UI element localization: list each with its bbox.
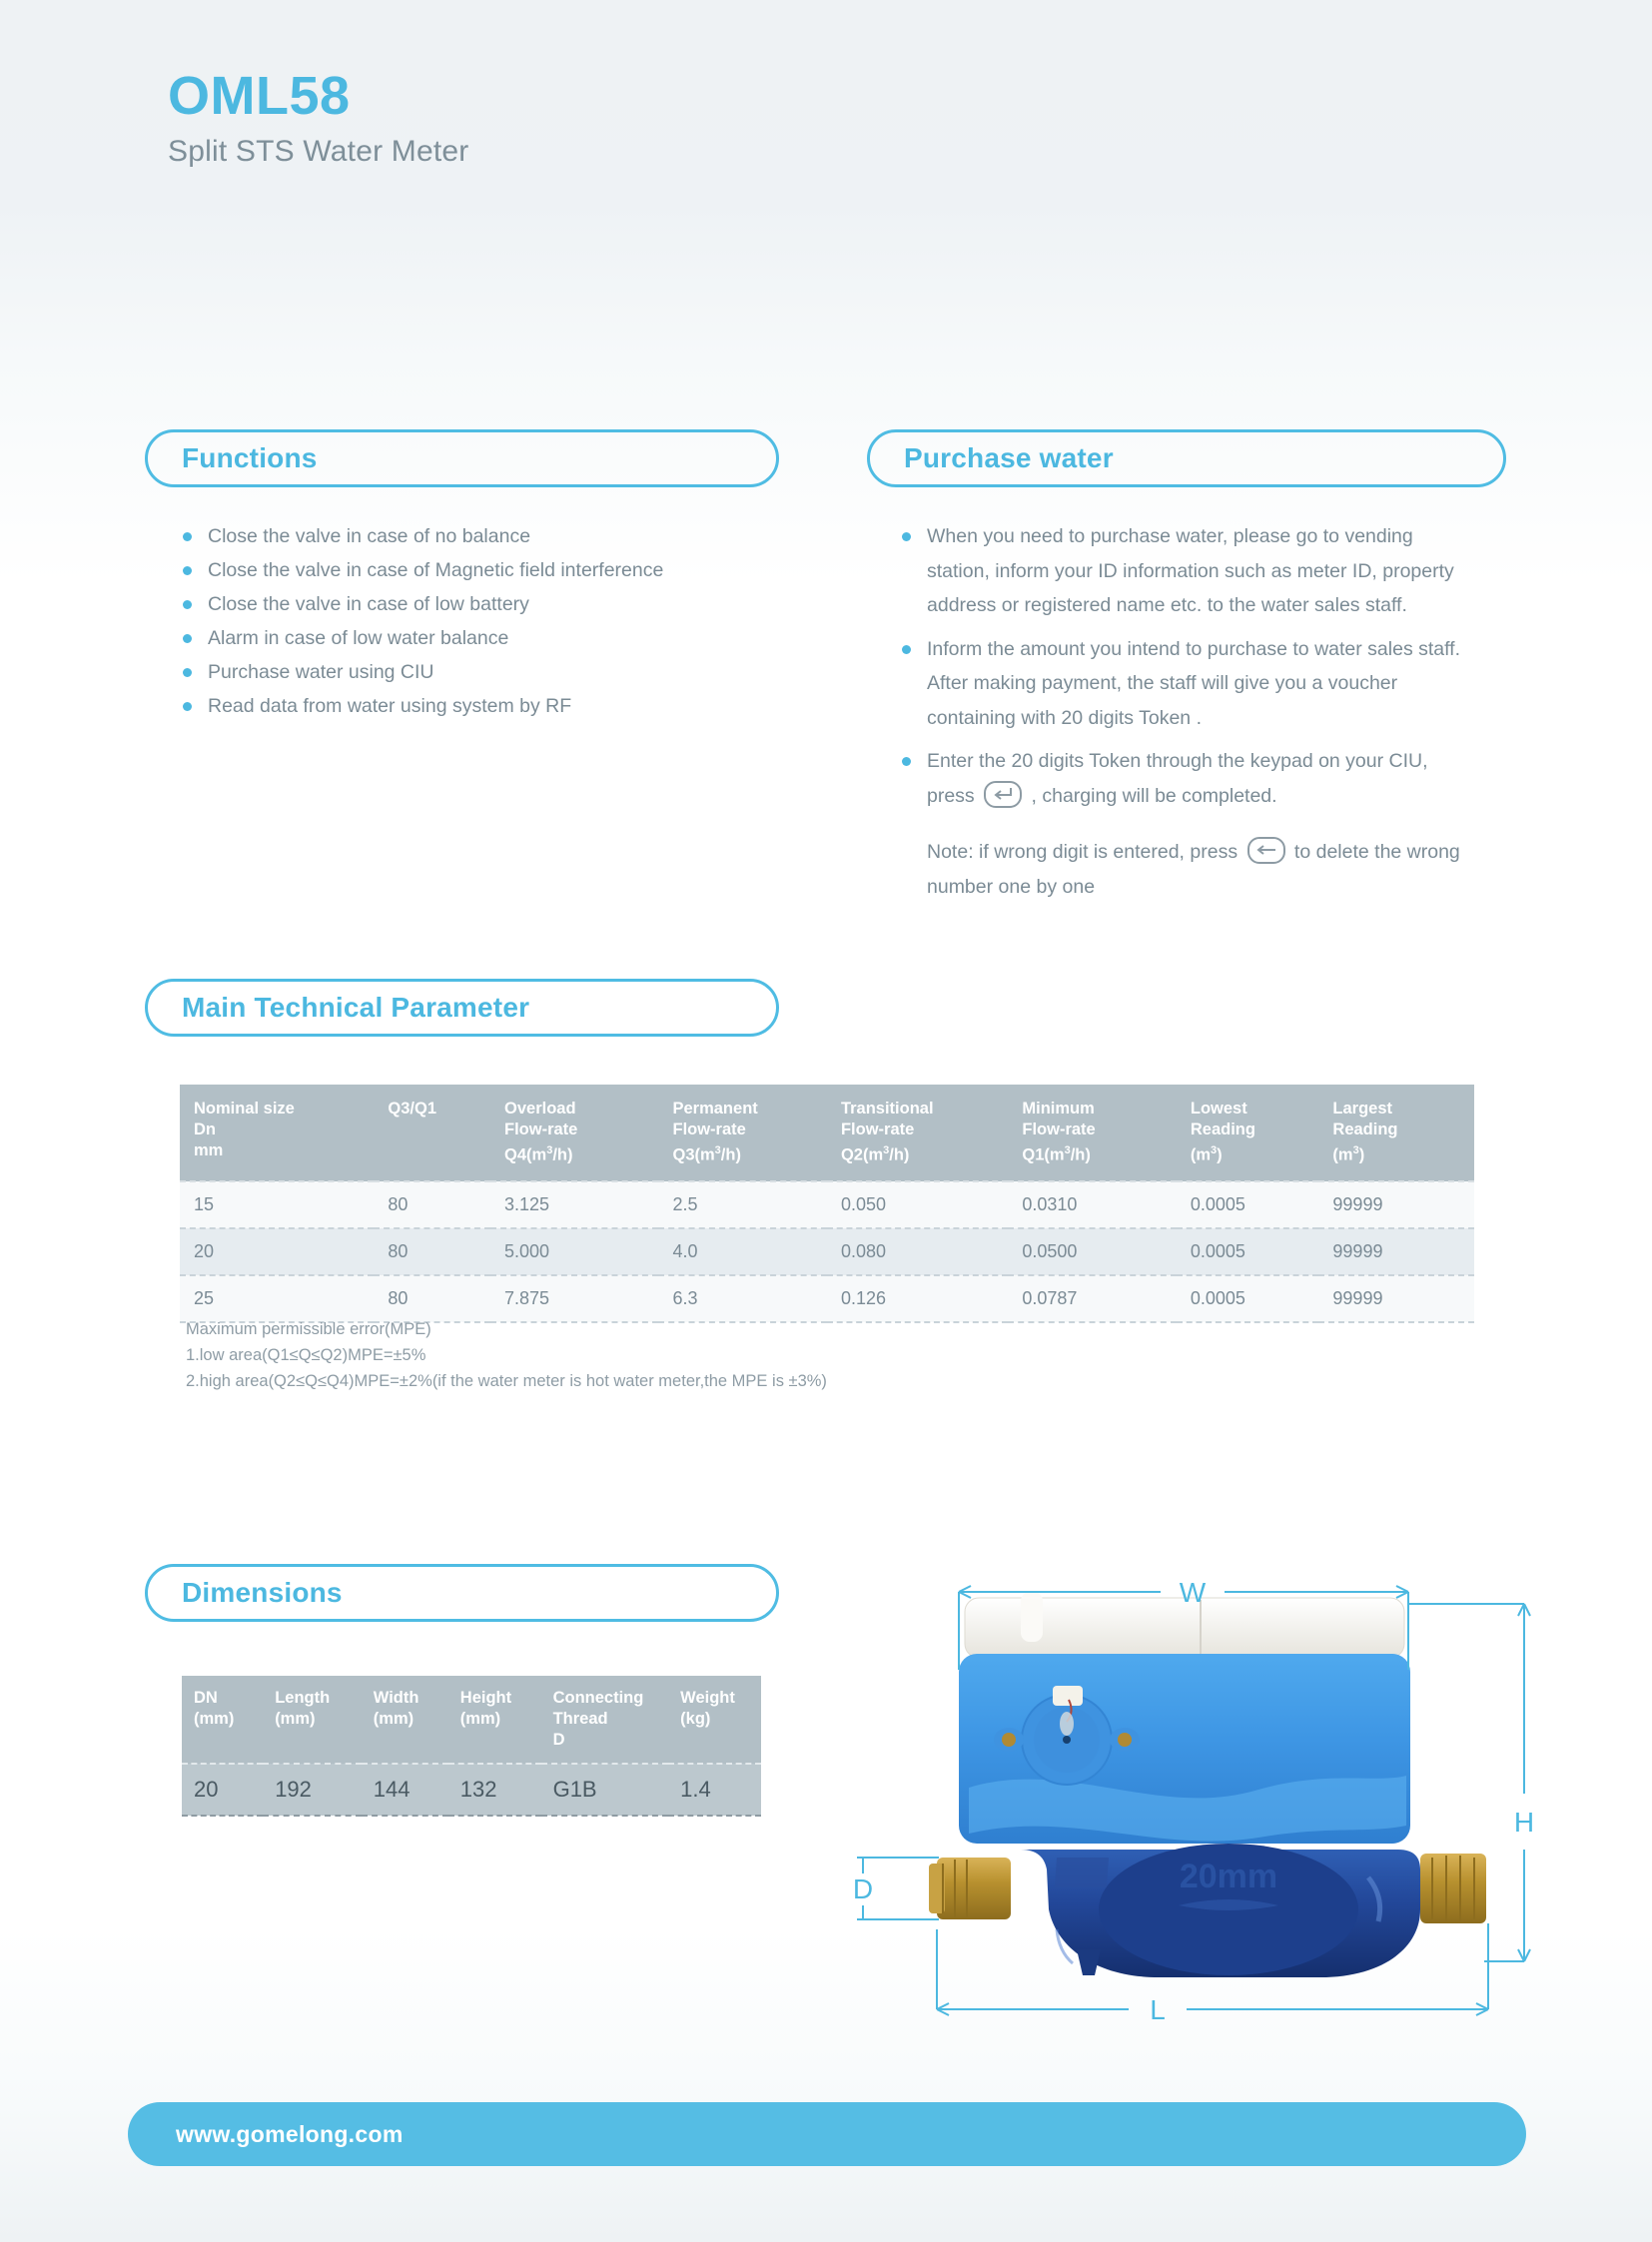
- function-item-3-label: Alarm in case of low water balance: [208, 627, 509, 649]
- page-subtitle: Split STS Water Meter: [168, 134, 469, 168]
- technical-cell-0-7: 99999: [1318, 1181, 1474, 1228]
- function-item-4: [180, 655, 779, 689]
- purchase-item-token: [899, 744, 1478, 813]
- bullet-dot-icon: [183, 600, 192, 609]
- technical-cell-1-6: 0.0005: [1177, 1228, 1319, 1275]
- dimensions-table-header-2: Width (mm): [362, 1676, 448, 1764]
- technical-cell-2-4: 0.126: [827, 1275, 1008, 1322]
- purchase-item-token-part1: Enter the 20 digits Token through the keypad on your CIU, press: [927, 750, 1428, 807]
- enter-key-icon: [984, 781, 1022, 808]
- mpe-note-1: 1.low area(Q1≤Q≤Q2)MPE=±5%: [186, 1346, 426, 1364]
- dimensions-cell-0-0: 20: [182, 1764, 263, 1816]
- bullet-dot-icon: [902, 532, 911, 541]
- function-item-0-label: Close the valve in case of no balance: [208, 525, 531, 547]
- purchase-water-list: [899, 519, 1478, 904]
- dimension-label-height: H: [1513, 1807, 1535, 1838]
- purchase-note: [899, 835, 1478, 904]
- technical-cell-0-2: 3.125: [490, 1181, 658, 1228]
- dimensions-table-header-row: [182, 1676, 761, 1764]
- page-header: [168, 68, 1067, 169]
- table-row: [180, 1228, 1474, 1275]
- technical-cell-0-3: 2.5: [658, 1181, 826, 1228]
- section-heading-functions-label: Functions: [182, 442, 318, 473]
- dimensions-cell-0-4: G1B: [541, 1764, 669, 1816]
- technical-cell-0-4: 0.050: [827, 1181, 1008, 1228]
- technical-table-header-5: Minimum Flow-rate $Q1(m^3/h)$: [1008, 1085, 1176, 1181]
- water-meter-illustration: [852, 1558, 1548, 2027]
- product-dimension-diagram: [852, 1558, 1548, 2027]
- section-heading-main-technical-parameter-label: Main Technical Parameter: [182, 992, 530, 1023]
- page-title: OML58: [168, 66, 351, 126]
- purchase-note-part1: Note: if wrong digit is entered, press: [927, 841, 1243, 863]
- technical-table-header-6: Lowest Reading $(m^3)$: [1177, 1085, 1319, 1181]
- section-heading-purchase-water-label: Purchase water: [904, 442, 1114, 473]
- footer-bar: [128, 2102, 1526, 2166]
- technical-cell-2-6: 0.0005: [1177, 1275, 1319, 1322]
- technical-cell-0-1: 80: [374, 1181, 490, 1228]
- dimensions-table-header-0: DN (mm): [182, 1676, 263, 1764]
- function-item-3: [180, 621, 779, 655]
- function-item-4-label: Purchase water using CIU: [208, 661, 434, 683]
- purchase-item-0: [899, 519, 1478, 623]
- purchase-item-1-label: Inform the amount you intend to purchase to water sales staff. After making payment, the staff will give you a voucher containing with 20 digits Token .: [927, 637, 1461, 729]
- technical-cell-1-7: 99999: [1318, 1228, 1474, 1275]
- dimensions-cell-0-2: 144: [362, 1764, 448, 1816]
- purchase-item-0-label: When you need to purchase water, please go to vending station, inform your ID information such as meter ID, property address or registered name etc. to the water sales staff.: [927, 525, 1454, 616]
- dimensions-table-header-1: Length (mm): [263, 1676, 362, 1764]
- section-heading-functions: [145, 429, 779, 487]
- dimension-label-width: W: [1179, 1577, 1207, 1608]
- dimensions-cell-0-5: 1.4: [668, 1764, 761, 1816]
- dimensions-cell-0-3: 132: [448, 1764, 541, 1816]
- technical-cell-1-4: 0.080: [827, 1228, 1008, 1275]
- dimensions-table-head: [182, 1676, 761, 1764]
- bullet-dot-icon: [183, 634, 192, 643]
- bullet-dot-icon: [183, 702, 192, 711]
- function-item-1: [180, 553, 779, 587]
- section-heading-purchase-water: [867, 429, 1506, 487]
- function-item-1-label: Close the valve in case of Magnetic field interference: [208, 559, 664, 581]
- technical-parameters-table: [180, 1085, 1474, 1323]
- svg-text:20mm: 20mm: [1179, 1858, 1278, 1895]
- technical-cell-1-0: 20: [180, 1228, 374, 1275]
- technical-cell-0-5: 0.0310: [1008, 1181, 1176, 1228]
- technical-table-header-4: Transitional Flow-rate $Q2(m^3/h)$: [827, 1085, 1008, 1181]
- technical-cell-2-0: 25: [180, 1275, 374, 1322]
- technical-table-header-1: Q3/Q1: [374, 1085, 490, 1181]
- table-row: [180, 1275, 1474, 1322]
- purchase-item-token-part2: , charging will be completed.: [1026, 784, 1277, 807]
- dimensions-table-header-4: Connecting Thread D: [541, 1676, 669, 1764]
- technical-table-head: [180, 1085, 1474, 1181]
- technical-cell-1-3: 4.0: [658, 1228, 826, 1275]
- dimensions-table: [182, 1676, 761, 1817]
- bullet-dot-icon: [902, 645, 911, 654]
- dimensions-table-header-5: Weight (kg): [668, 1676, 761, 1764]
- technical-cell-0-6: 0.0005: [1177, 1181, 1319, 1228]
- backspace-key-icon: [1247, 837, 1285, 864]
- technical-cell-1-2: 5.000: [490, 1228, 658, 1275]
- mpe-notes: [186, 1316, 827, 1394]
- website-url[interactable]: www.gomelong.com: [176, 2120, 404, 2147]
- function-item-0: [180, 519, 779, 553]
- section-heading-dimensions: [145, 1564, 779, 1622]
- dimensions-table-body: [182, 1764, 761, 1816]
- technical-table-body: [180, 1181, 1474, 1322]
- table-row: [180, 1181, 1474, 1228]
- technical-cell-2-2: 7.875: [490, 1275, 658, 1322]
- bullet-dot-icon: [902, 757, 911, 766]
- technical-table-header-7: Largest Reading $(m^3)$: [1318, 1085, 1474, 1181]
- function-item-5: [180, 689, 779, 723]
- technical-table-header-row: [180, 1085, 1474, 1181]
- technical-cell-1-5: 0.0500: [1008, 1228, 1176, 1275]
- function-item-5-label: Read data from water using system by RF: [208, 695, 572, 717]
- dimension-label-depth: D: [852, 1873, 874, 1904]
- functions-list: [180, 519, 779, 723]
- section-heading-dimensions-label: Dimensions: [182, 1577, 343, 1608]
- bullet-dot-icon: [183, 668, 192, 677]
- technical-table-header-2: Overload Flow-rate $Q4(m^3/h)$: [490, 1085, 658, 1181]
- function-item-2-label: Close the valve in case of low battery: [208, 593, 529, 615]
- bullet-dot-icon: [183, 532, 192, 541]
- function-item-2: [180, 587, 779, 621]
- dimensions-table-header-3: Height (mm): [448, 1676, 541, 1764]
- purchase-note-part2: to delete the wrong number one by one: [927, 841, 1460, 898]
- technical-table-header-0: Nominal size Dn mm: [180, 1085, 374, 1181]
- technical-cell-2-3: 6.3: [658, 1275, 826, 1322]
- dimensions-cell-0-1: 192: [263, 1764, 362, 1816]
- technical-table-header-3: Permanent Flow-rate $Q3(m^3/h)$: [658, 1085, 826, 1181]
- technical-cell-0-0: 15: [180, 1181, 374, 1228]
- mpe-note-2: 2.high area(Q2≤Q≤Q4)MPE=±2%(if the water meter is hot water meter,the MPE is ±3%): [186, 1372, 827, 1390]
- technical-cell-2-5: 0.0787: [1008, 1275, 1176, 1322]
- technical-cell-1-1: 80: [374, 1228, 490, 1275]
- bullet-dot-icon: [183, 566, 192, 575]
- technical-cell-2-7: 99999: [1318, 1275, 1474, 1322]
- table-row: [182, 1764, 761, 1816]
- purchase-item-1: [899, 632, 1478, 736]
- dimension-label-length: L: [1150, 1994, 1166, 2025]
- section-heading-main-technical-parameter: [145, 979, 779, 1037]
- mpe-note-0: Maximum permissible error(MPE): [186, 1320, 431, 1338]
- technical-cell-2-1: 80: [374, 1275, 490, 1322]
